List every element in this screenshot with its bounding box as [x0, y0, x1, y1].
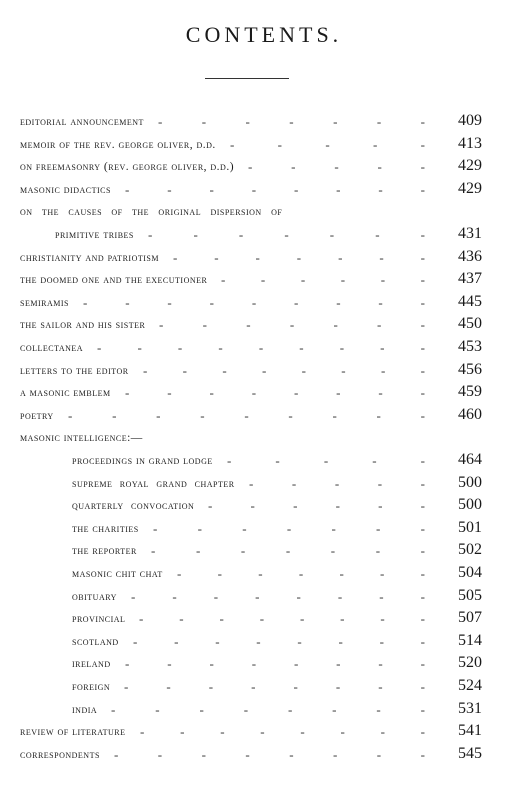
toc-entry	[0, 135, 528, 157]
toc-leader: - - - - - - - - -	[83, 294, 425, 310]
toc-entry	[0, 248, 528, 270]
toc-entry	[0, 722, 528, 744]
toc-entry	[0, 112, 528, 134]
toc-entry-title: on freemasonry (rev. george oliver, d.d.)	[20, 161, 235, 174]
toc-entry	[0, 564, 528, 586]
toc-entry	[0, 496, 528, 518]
toc-entry-title: collectanea	[20, 342, 84, 354]
toc-entry-page: 445	[458, 292, 482, 310]
toc-entry-page: 431	[458, 225, 482, 242]
toc-leader: - - - - - - - -	[139, 611, 425, 627]
toc-leader: - - - - -	[230, 136, 425, 152]
toc-entry-title: primitive tribes	[55, 229, 134, 241]
toc-entry	[0, 745, 528, 767]
toc-leader: - - - - - - -	[148, 227, 425, 242]
toc-entry-title: review of literature	[20, 726, 126, 739]
toc-entry-title: masonic intelligence:—	[20, 432, 143, 445]
toc-leader: - - - - - - - -	[125, 385, 425, 401]
toc-leader: - - - - - - - -	[140, 724, 425, 740]
toc-entry-title: letters to the editor	[20, 364, 129, 377]
toc-leader: - - - - - - - -	[114, 746, 425, 762]
toc-leader: - - - - - - - -	[143, 362, 425, 378]
toc-entry	[0, 180, 528, 202]
toc-entry-page: 541	[458, 722, 482, 740]
toc-leader: - - - - - - - -	[125, 656, 425, 672]
toc-entry-page: 507	[458, 609, 482, 627]
toc-entry	[0, 654, 528, 676]
toc-entry-page: 413	[458, 134, 482, 152]
toc-entry	[0, 632, 528, 654]
toc-leader: - - - - - - - -	[124, 679, 425, 694]
toc-entry-title: scotland	[72, 635, 119, 648]
toc-entry-title: on the causes of the original dispersion of	[20, 206, 283, 219]
toc-entry-page: 450	[458, 315, 482, 333]
toc-entry-title: christianity and patriotism	[20, 251, 159, 264]
toc-entry	[0, 315, 528, 337]
toc-leader: - - - - - - - - -	[97, 340, 425, 355]
toc-entry	[0, 609, 528, 631]
page-title: CONTENTS.	[185, 22, 343, 47]
toc-entry-page: 453	[458, 338, 482, 355]
toc-entry-title: obituary	[72, 590, 117, 603]
toc-entry	[0, 383, 528, 405]
toc-entry	[0, 587, 528, 609]
toc-entry-page: 456	[458, 360, 482, 378]
toc-entry-page: 437	[458, 270, 482, 288]
toc-entry-page: 520	[458, 654, 482, 672]
toc-entry-page: 409	[458, 112, 482, 129]
toc-entry-title: proceedings in grand lodge	[72, 455, 213, 467]
toc-entry-page: 504	[458, 564, 482, 581]
toc-entry-page: 531	[458, 699, 482, 717]
toc-entry-page: 502	[458, 541, 482, 559]
toc-entry	[0, 225, 528, 247]
toc-entry	[0, 361, 528, 383]
toc-leader: - - - - - - - -	[111, 701, 425, 717]
toc-entry	[0, 677, 528, 699]
toc-entry-title: the sailor and his sister	[20, 319, 146, 332]
toc-leader: - - - - - - -	[158, 114, 425, 129]
toc-leader: - - - - - - - -	[131, 588, 425, 604]
toc-entry-title: ireland	[72, 658, 111, 671]
toc-entry-page: 429	[458, 157, 482, 175]
toc-entry	[0, 519, 528, 541]
toc-leader: - - - - - - -	[151, 543, 425, 559]
toc-leader: - - - - - - -	[177, 566, 425, 581]
toc-entry-page: 505	[458, 586, 482, 604]
toc-entry-title: india	[72, 703, 98, 716]
toc-entry-page: 514	[458, 631, 482, 649]
toc-entry-page: 500	[458, 473, 482, 491]
title-rule	[205, 78, 289, 79]
toc-entry-page: 436	[458, 247, 482, 265]
toc-entry-title: memoir of the rev. george oliver, d.d.	[20, 138, 216, 151]
toc-entry-title: masonic chit chat	[72, 568, 163, 580]
toc-entry-title: masonic didactics	[20, 183, 111, 196]
toc-entry	[0, 293, 528, 315]
toc-entry	[0, 157, 528, 179]
toc-entry-title: semiramis	[20, 296, 69, 309]
toc-entry	[0, 270, 528, 292]
toc-entry-page: 429	[458, 179, 482, 197]
toc-entry-page: 459	[458, 383, 482, 401]
toc-entry	[0, 406, 528, 428]
toc-entry-title: the reporter	[72, 545, 137, 558]
toc-leader: - - - - - -	[208, 498, 425, 514]
toc-entry-page: 460	[458, 405, 482, 423]
toc-leader: - - - - -	[227, 453, 425, 468]
toc-leader: - - - - - - - -	[133, 633, 425, 649]
toc-entry	[0, 451, 528, 473]
toc-entry-title: provincial	[72, 613, 126, 626]
toc-entry-title: foreign	[72, 681, 111, 693]
toc-leader: - - - - - - -	[173, 249, 425, 265]
toc-entry-page: 501	[458, 518, 482, 536]
toc-entry	[0, 474, 528, 496]
toc-entry	[0, 202, 528, 224]
toc-leader: - - - - - - - - -	[68, 407, 425, 423]
toc-entry	[0, 428, 528, 450]
toc-leader: - - - - - -	[221, 272, 425, 288]
toc-entry	[0, 338, 528, 360]
toc-leader: - - - - - - -	[159, 317, 425, 333]
toc-entry	[0, 541, 528, 563]
toc-entry-title: editorial announcement	[20, 116, 144, 128]
toc-entry-title: the doomed one and the executioner	[20, 274, 208, 287]
toc-entry-title: a masonic emblem	[20, 387, 111, 400]
toc-leader: - - - - -	[248, 159, 425, 175]
toc-entry-page: 464	[458, 451, 482, 468]
toc-entry-title: supreme royal grand chapter	[72, 477, 235, 490]
toc-entry-page: 545	[458, 744, 482, 762]
toc-entry-title: the charities	[72, 522, 139, 535]
toc-entry-page: 500	[458, 496, 482, 514]
toc-leader: - - - - - - -	[153, 520, 425, 536]
toc-entry-page: 524	[458, 677, 482, 694]
toc-leader: - - - - -	[249, 475, 425, 491]
toc-entry-title: quarterly convocation	[72, 500, 195, 513]
toc-entry-title: correspondents	[20, 748, 100, 761]
toc-entry	[0, 700, 528, 722]
toc-leader: - - - - - - - -	[125, 181, 425, 197]
toc-entry-title: poetry	[20, 409, 54, 422]
